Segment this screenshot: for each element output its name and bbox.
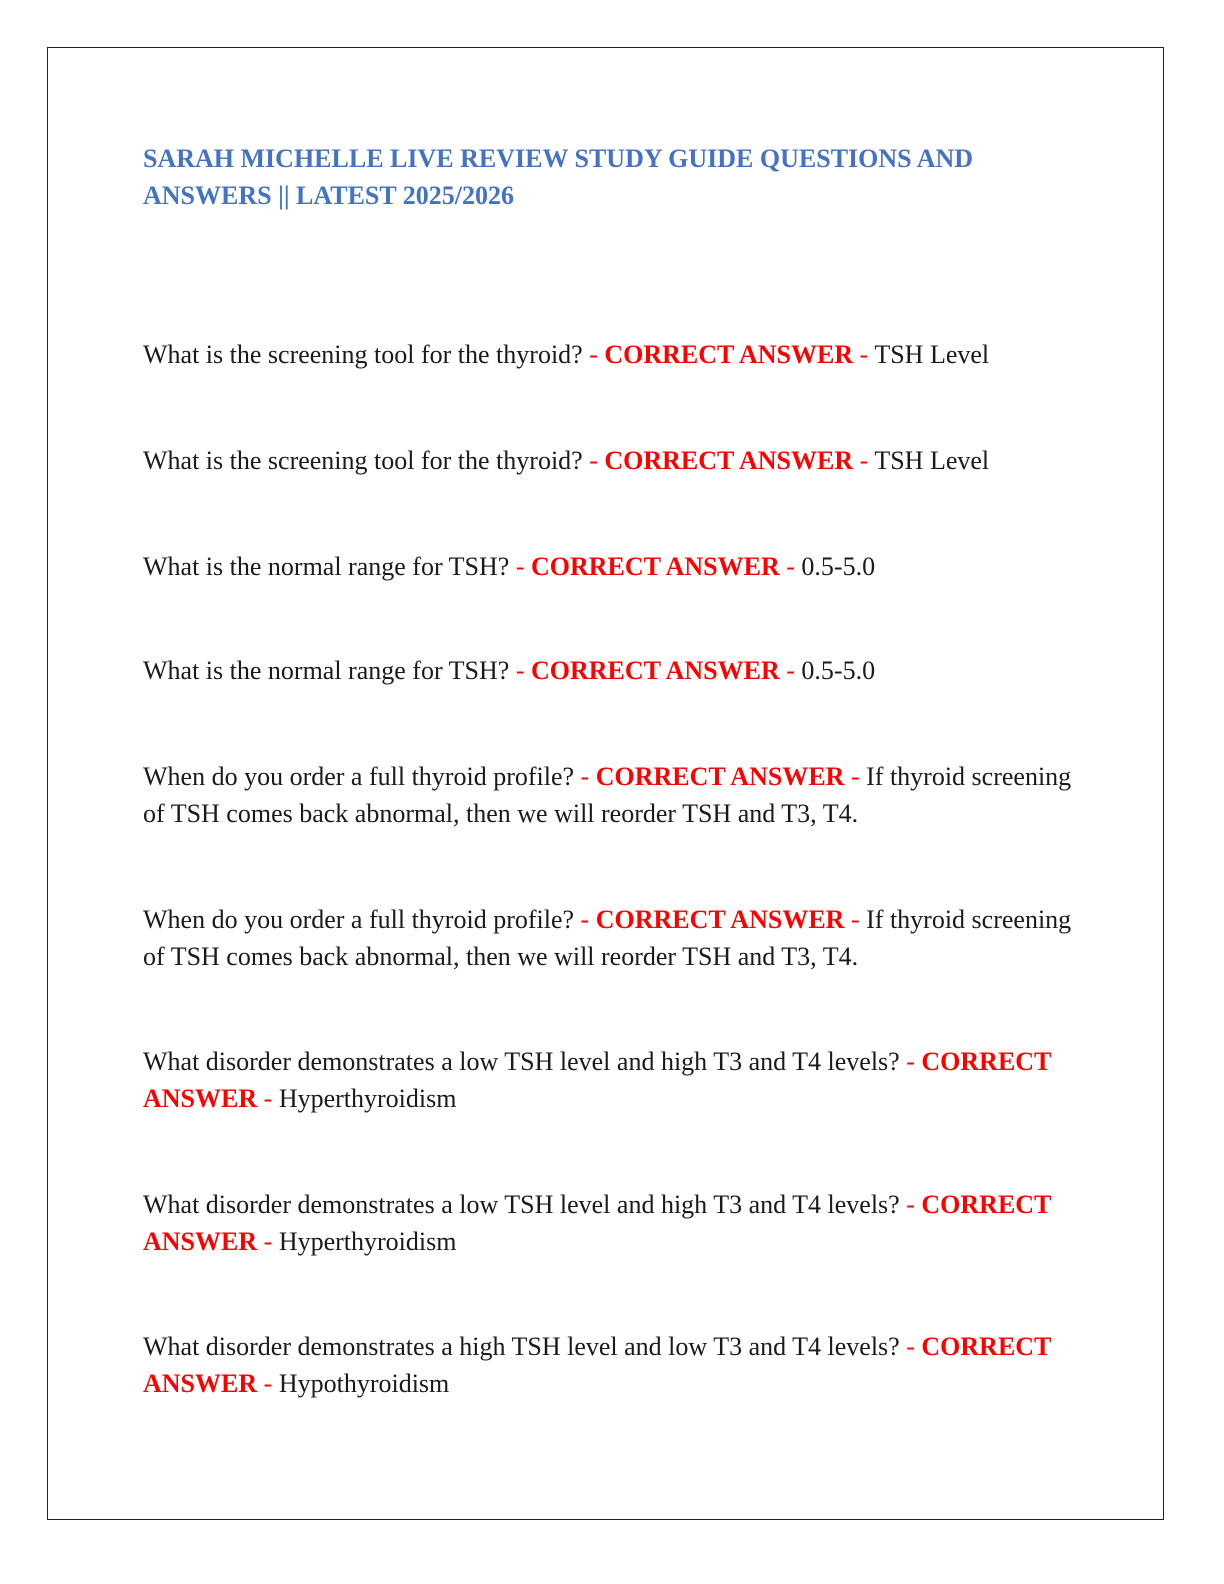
correct-answer-label: CORRECT ANSWER [604, 340, 854, 369]
document-title: SARAH MICHELLE LIVE REVIEW STUDY GUIDE QUESTIONS AND ANSWERS || LATEST 2025/2026 [143, 144, 974, 210]
separator: - [580, 905, 590, 934]
separator: - [786, 552, 795, 581]
question-text: What is the screening tool for the thyroid? [143, 446, 583, 475]
separator: - [263, 1084, 273, 1113]
separator: - [515, 552, 525, 581]
correct-answer-label: CORRECT ANSWER [143, 1047, 1051, 1113]
correct-answer-label: CORRECT ANSWER [530, 656, 780, 685]
separator: - [589, 446, 598, 475]
qa-item [143, 758, 1073, 832]
correct-answer-label: CORRECT ANSWER [143, 1332, 1051, 1398]
correct-answer-label: CORRECT ANSWER [530, 552, 780, 581]
qa-item [143, 548, 1073, 585]
qa-item [143, 1186, 1073, 1260]
qa-item [143, 652, 1073, 689]
question-text: What disorder demonstrates a high TSH level and low T3 and T4 levels? [143, 1332, 900, 1361]
answer-text: If thyroid screening of TSH comes back abnormal, then we will reorder TSH and T3, T4. [143, 762, 1072, 828]
answer-text: 0.5-5.0 [801, 552, 876, 581]
separator: - [859, 340, 869, 369]
question-text: What is the normal range for TSH? [143, 552, 510, 581]
answer-text: 0.5-5.0 [801, 656, 876, 685]
correct-answer-label: CORRECT ANSWER [604, 446, 854, 475]
answer-text: TSH Level [874, 446, 990, 475]
answer-text: Hyperthyroidism [278, 1227, 457, 1256]
separator: - [906, 1047, 915, 1076]
question-text: What disorder demonstrates a low TSH level and high T3 and T4 levels? [143, 1047, 900, 1076]
qa-item [143, 336, 1073, 373]
correct-answer-label: CORRECT ANSWER [595, 762, 845, 791]
separator: - [859, 446, 869, 475]
correct-answer-label: CORRECT ANSWER [595, 905, 845, 934]
qa-item [143, 901, 1073, 975]
correct-answer-label: CORRECT ANSWER [143, 1190, 1051, 1256]
separator: - [589, 340, 598, 369]
separator: - [580, 762, 590, 791]
answer-text: Hypothyroidism [278, 1369, 450, 1398]
separator: - [263, 1369, 273, 1398]
separator: - [515, 656, 525, 685]
question-text: When do you order a full thyroid profile? [143, 762, 575, 791]
qa-item [143, 442, 1073, 479]
separator: - [786, 656, 795, 685]
answer-text: Hyperthyroidism [278, 1084, 457, 1113]
separator: - [906, 1332, 915, 1361]
separator: - [906, 1190, 915, 1219]
qa-item [143, 1043, 1073, 1117]
question-text: What disorder demonstrates a low TSH level and high T3 and T4 levels? [143, 1190, 900, 1219]
question-text: What is the screening tool for the thyroid? [143, 340, 583, 369]
qa-item [143, 1328, 1073, 1402]
separator: - [850, 762, 860, 791]
answer-text: If thyroid screening of TSH comes back abnormal, then we will reorder TSH and T3, T4. [143, 905, 1072, 971]
answer-text: TSH Level [874, 340, 990, 369]
question-text: When do you order a full thyroid profile? [143, 905, 575, 934]
separator: - [263, 1227, 273, 1256]
separator: - [850, 905, 860, 934]
question-text: What is the normal range for TSH? [143, 656, 510, 685]
